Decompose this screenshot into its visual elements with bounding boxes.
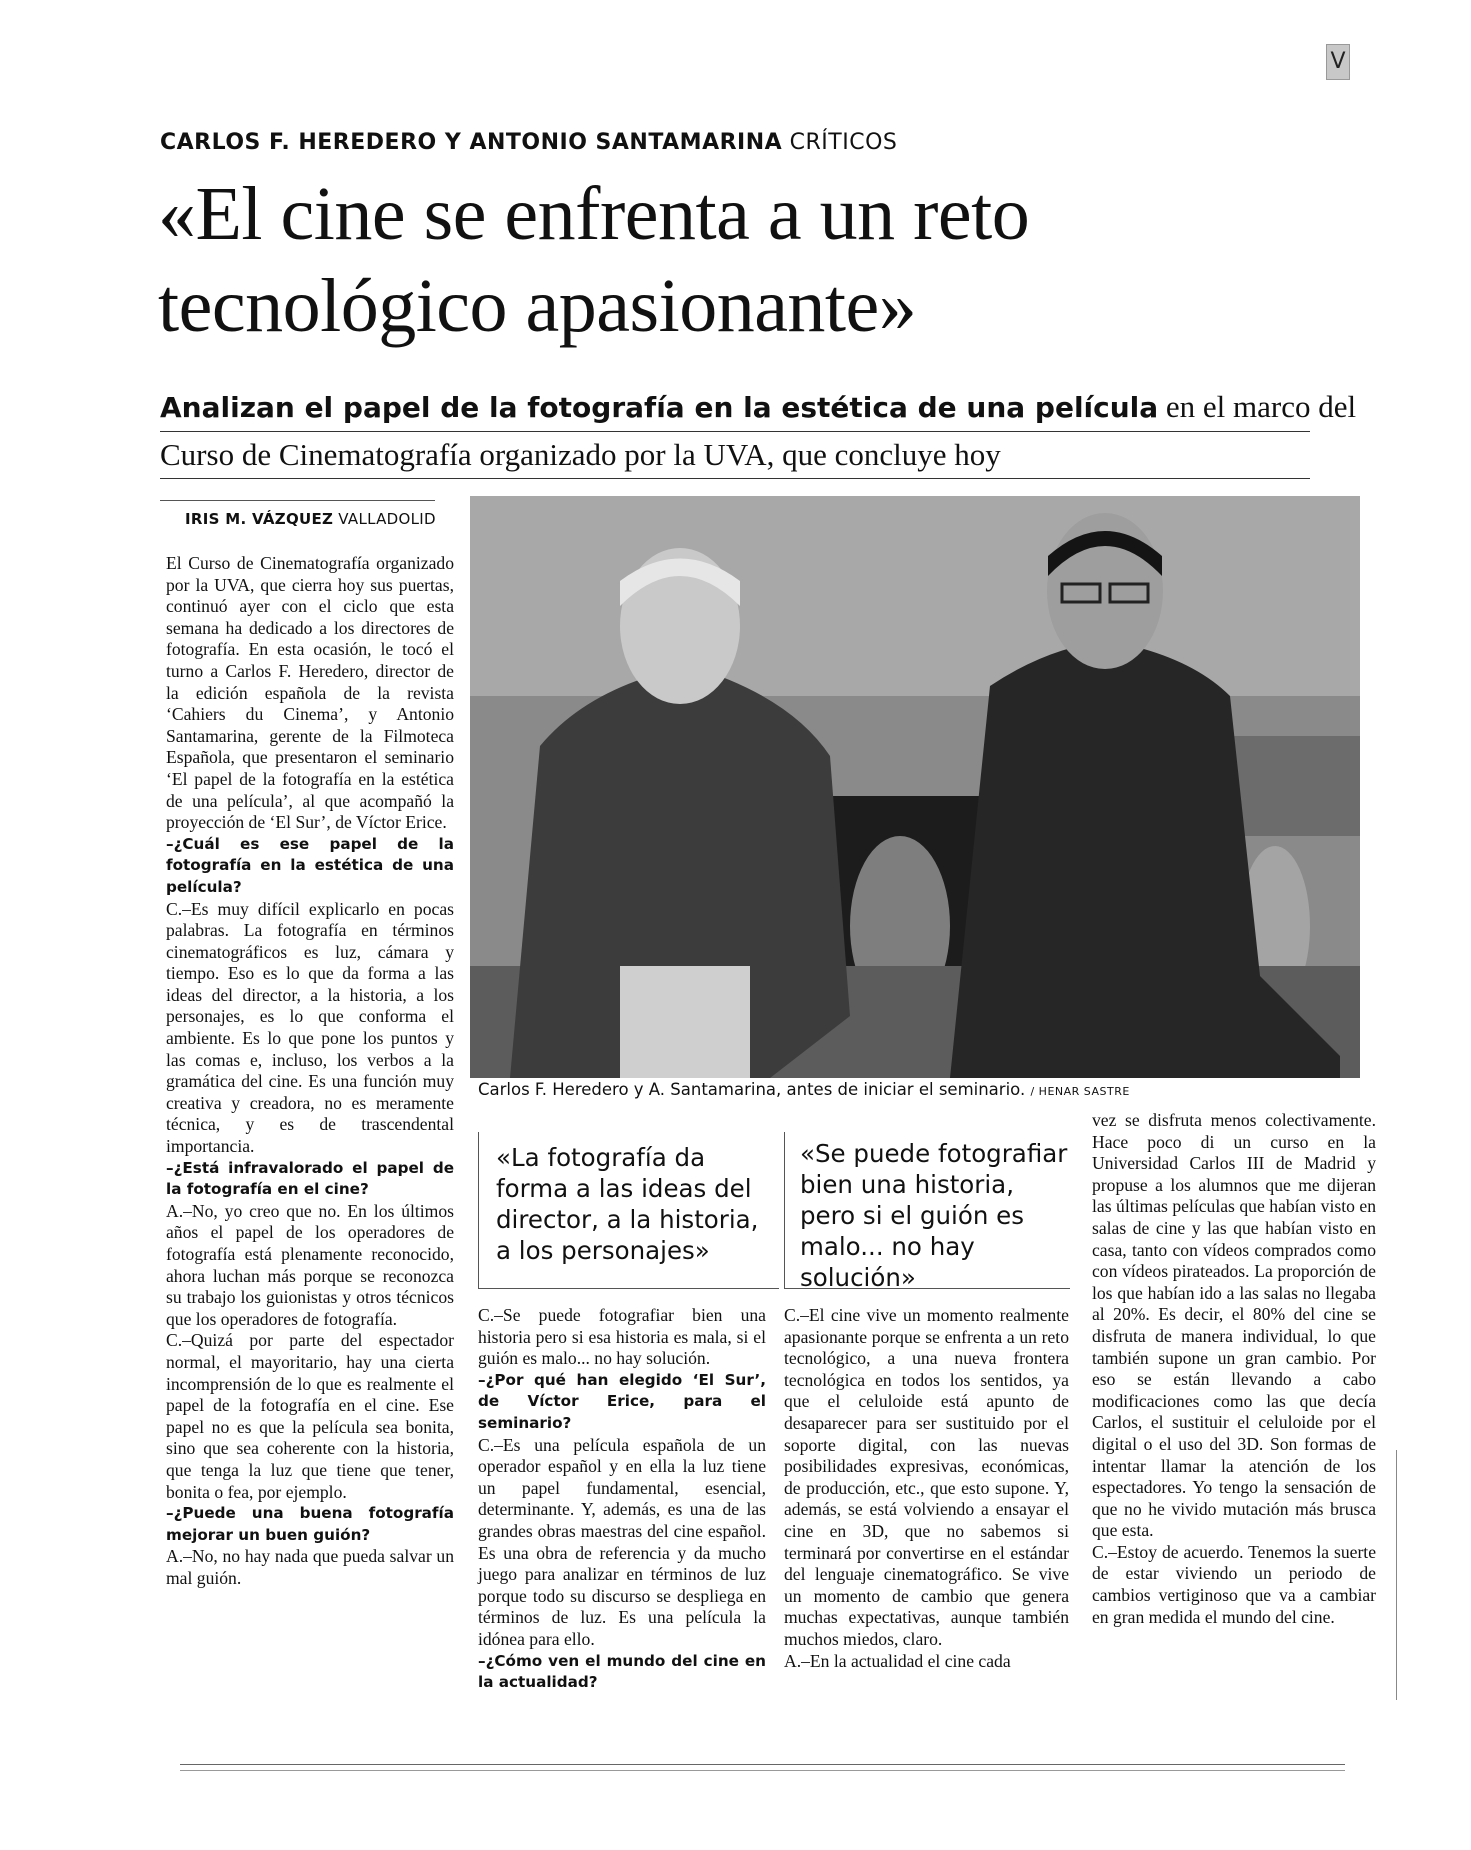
deck-line-1 xyxy=(160,384,1357,432)
intro-paragraph: El Curso de Cinematografía organizado por la UVA, que cierra hoy sus puertas, continuó ayer con el ciclo que esta semana ha dedicado a los directores de fotografía. En esta ocasión, le tocó el turno a Carlos F. Heredero, director de la edición española de la revista ‘Cahiers du Cinema’, y Antonio Santamarina, gerente de la Filmoteca Española, que presentaron el seminario ‘El papel de la fotografía en la estética de una película’, al que acompañó la proyección de ‘El Sur’, de Víctor Erice. xyxy=(166,553,454,833)
photo-credit: / HENAR SASTRE xyxy=(1030,1085,1130,1098)
column-2 xyxy=(478,1305,766,1694)
answer: A.–No, no hay nada que pueda salvar un mal guión. xyxy=(166,1546,454,1588)
article-photo xyxy=(470,496,1360,1078)
deck-bold: Analizan el papel de la fotografía en la estética de una película xyxy=(160,391,1159,424)
column-rule xyxy=(1396,1450,1397,1700)
question: –¿Cómo ven el mundo del cine en la actualidad? xyxy=(478,1651,766,1692)
photo-caption xyxy=(478,1080,1130,1099)
question: –¿Puede una buena fotografía mejorar un buen guión? xyxy=(166,1504,454,1544)
answer: C.–Quizá por parte del espectador normal, el mayoritario, hay una cierta incomprensión de lo que es realmente el papel de la fotografía en el cine. Ese papel no es que la película sea bonita, sino que sea coherente con la historia, que tenga la luz que tiene que tener, bonita o fea, por ejemplo. xyxy=(166,1330,454,1502)
headline xyxy=(158,168,1308,352)
caption-text: Carlos F. Heredero y A. Santamarina, antes de iniciar el seminario. xyxy=(478,1080,1026,1099)
deck xyxy=(160,384,1357,479)
question: –¿Cuál es ese papel de la fotografía en la estética de una película? xyxy=(166,834,454,896)
headline-line-1: «El cine se enfrenta a un reto xyxy=(158,172,1030,256)
byline xyxy=(185,510,436,528)
kicker xyxy=(160,130,897,155)
deck-line-2: Curso de Cinematografía organizado por la UVA, que concluye hoy xyxy=(160,432,1310,479)
question: –¿Está infravalorado el papel de la fotografía en el cine? xyxy=(166,1158,454,1199)
kicker-role: CRÍTICOS xyxy=(789,130,898,155)
answer: C.–Estoy de acuerdo. Tenemos la suerte de estar viviendo un periodo de cambios vertiginoso que va a cambiar en gran medida el mundo del cine. xyxy=(1092,1541,1376,1627)
answer: C.–Es muy difícil explicarlo en pocas palabras. La fotografía en términos cinematográficos es luz, cámara y tiempo. Eso es lo que da forma a las ideas del director, a la historia, a los personajes, es lo que conforma el ambiente. Es lo que pone los puntos y las comas e, incluso, los verbos a la gramática del cine. Es una función muy creativa y creadora, no es meramente técnica, y es de trascendental importancia. xyxy=(166,898,454,1157)
pullquote-1: «La fotografía da forma a las ideas del director, a la historia, a los personajes» xyxy=(496,1143,759,1265)
answer: C.–Es una película española de un operador español y en ella la luz tiene un papel fundamental, esencial, determinante. Y, además, es una de las grandes obras maestras del cine español. Es una obra de referencia y da mucho juego para analizar en términos de luz porque todo su discurso se despliega en términos de luz. Es una película la idónea para ello. xyxy=(478,1434,766,1649)
answer: vez se disfruta menos colectivamente. Hace poco di un curso en la Universidad Carlos III de Madrid y propuse a los alumnos que me dijeran las últimas películas que habían visto en salas de cine y las que habían visto en casa, tanto con vídeos comprados como con vídeos pirateados. La proporción de los que habían ido a las salas no llegaba al 20%. Es decir, el 80% del cine se disfruta de manera individual, lo que también supone un gran cambio. Por eso se están llevando a cabo modificaciones como las que decía Carlos, el sustituir el celuloide por el digital o el uso del 3D. Son formas de intentar llamar la atención de los espectadores. Yo tengo la sensación de que no he vivido mutación más brusca que esta. xyxy=(1092,1110,1376,1541)
column-3 xyxy=(784,1305,1069,1672)
byline-name: IRIS M. VÁZQUEZ xyxy=(185,510,334,528)
bottom-rule xyxy=(180,1770,1345,1771)
bottom-rule xyxy=(180,1764,1345,1765)
byline-rule xyxy=(160,500,435,501)
page-marker: V xyxy=(1326,44,1350,80)
answer: A.–No, yo creo que no. En los últimos años el papel de los operadores de fotografía está plenamente reconocido, ahora luchan más porque se reconozca su trabajo los guionistas y otros técnicos que los operadores de fotografía. xyxy=(166,1200,454,1329)
deck-rest: en el marco del xyxy=(1158,389,1357,424)
column-4 xyxy=(1092,1110,1376,1628)
question: –¿Por qué han elegido ‘El Sur’, de Víctor Erice, para el seminario? xyxy=(478,1370,766,1432)
answer: A.–En la actualidad el cine cada xyxy=(784,1650,1011,1671)
column-1 xyxy=(166,553,454,1590)
pullquote-2: «Se puede fotografiar bien una historia, pero si el guión es malo... no hay solución» xyxy=(800,1139,1068,1292)
headline-line-2: tecnológico apasionante» xyxy=(158,264,917,348)
kicker-names: CARLOS F. HEREDERO Y ANTONIO SANTAMARINA xyxy=(160,130,783,155)
answer: C.–El cine vive un momento realmente apasionante porque se enfrenta a un reto tecnológico, a una nueva frontera tecnológica en todos los sentidos, ya que el celuloide está apunto de desaparecer para ser sustituido por el soporte digital, con las nuevas posibilidades expresivas, económicas, de producción, etc., que esto supone. Y, además, se está volviendo a ensayar el cine en 3D, que no sabemos si terminará por convertirse en el estándar del lenguaje cinematográfico. Se vive un momento de cambio que genera muchas expectativas, aunque también muchos miedos, claro. xyxy=(784,1305,1069,1649)
answer: C.–Se puede fotografiar bien una historia pero si esa historia es mala, si el guión es malo... no hay solución. xyxy=(478,1305,766,1369)
photo-two-men xyxy=(470,496,1360,1078)
byline-place: VALLADOLID xyxy=(338,510,436,528)
